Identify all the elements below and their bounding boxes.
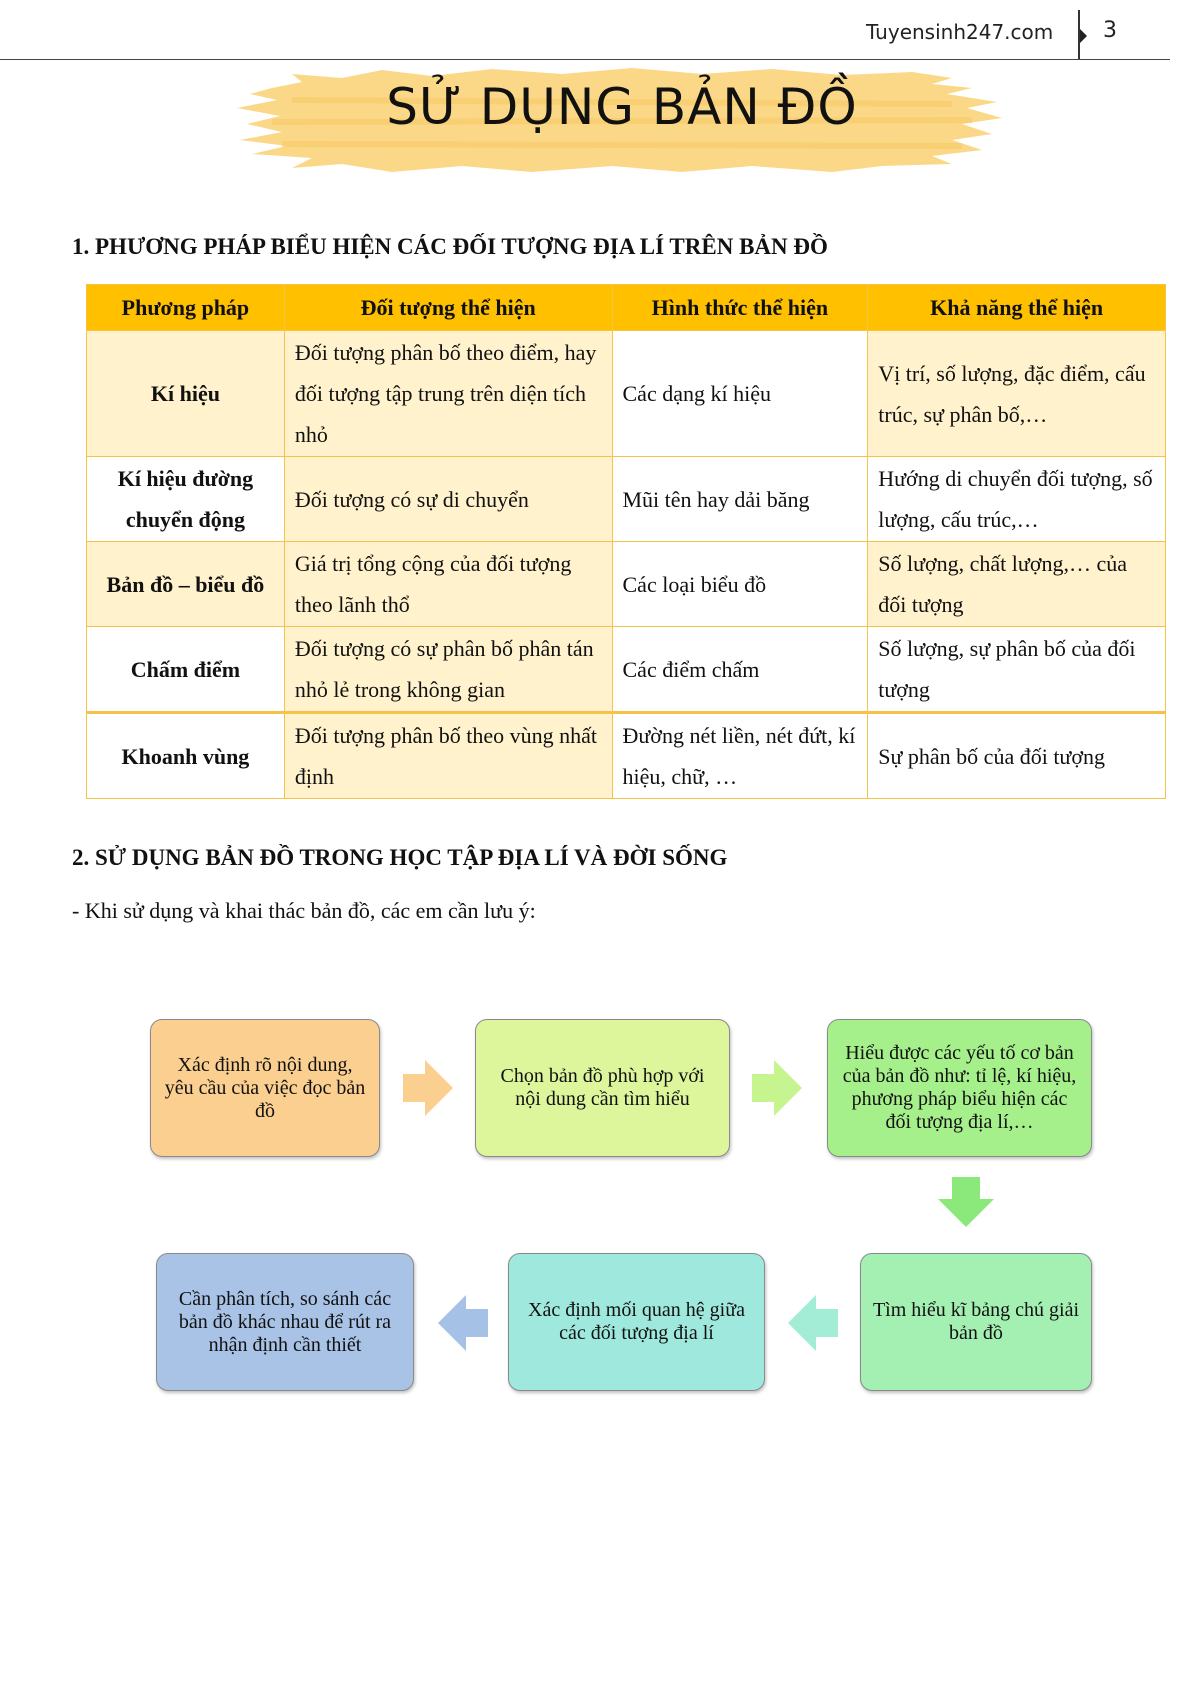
object-cell: Đối tượng phân bố theo điểm, hay đối tượng tập trung trên diện tích nhỏ bbox=[284, 331, 612, 457]
page-title: SỬ DỤNG BẢN ĐỒ bbox=[386, 78, 858, 136]
column-header: Khả năng thể hiện bbox=[868, 285, 1166, 331]
ability-cell: Số lượng, sự phân bố của đối tượng bbox=[868, 627, 1166, 713]
object-cell: Đối tượng có sự di chuyển bbox=[284, 457, 612, 542]
arrow-down-icon bbox=[938, 1177, 994, 1227]
method-cell: Kí hiệu đường chuyển động bbox=[87, 457, 285, 542]
methods-table bbox=[86, 284, 1166, 799]
site-name: Tuyensinh247.com bbox=[866, 20, 1054, 44]
column-header: Hình thức thể hiện bbox=[612, 285, 868, 331]
table-row bbox=[87, 331, 1166, 457]
page-number: 3 bbox=[1103, 18, 1117, 43]
arrow-right-icon bbox=[752, 1060, 802, 1116]
ability-cell: Vị trí, số lượng, đặc điểm, cấu trúc, sự phân bố,… bbox=[868, 331, 1166, 457]
form-cell: Đường nét liền, nét đứt, kí hiệu, chữ, … bbox=[612, 713, 868, 799]
form-cell: Các dạng kí hiệu bbox=[612, 331, 868, 457]
arrow-left-icon bbox=[438, 1295, 488, 1351]
table-row bbox=[87, 627, 1166, 713]
column-header: Đối tượng thể hiện bbox=[284, 285, 612, 331]
ability-cell: Sự phân bố của đối tượng bbox=[868, 713, 1166, 799]
column-header: Phương pháp bbox=[87, 285, 285, 331]
method-cell: Chấm điểm bbox=[87, 627, 285, 713]
form-cell: Các loại biểu đồ bbox=[612, 542, 868, 627]
object-cell: Đối tượng phân bố theo vùng nhất định bbox=[284, 713, 612, 799]
ability-cell: Số lượng, chất lượng,… của đối tượng bbox=[868, 542, 1166, 627]
table-header-row bbox=[87, 285, 1166, 331]
method-cell: Bản đồ – biểu đồ bbox=[87, 542, 285, 627]
section2-note: - Khi sử dụng và khai thác bản đồ, các em cần lưu ý: bbox=[72, 898, 536, 923]
form-cell: Các điểm chấm bbox=[612, 627, 868, 713]
method-cell: Kí hiệu bbox=[87, 331, 285, 457]
flow-step-1: Xác định rõ nội dung, yêu cầu của việc đọc bản đồ bbox=[150, 1019, 380, 1157]
flow-step-6: Cần phân tích, so sánh các bản đồ khác nhau để rút ra nhận định cần thiết bbox=[156, 1253, 414, 1391]
arrow-left-icon bbox=[788, 1295, 838, 1351]
object-cell: Giá trị tổng cộng của đối tượng theo lãnh thổ bbox=[284, 542, 612, 627]
table-row bbox=[87, 713, 1166, 799]
triangle-icon bbox=[1080, 29, 1087, 43]
table-row bbox=[87, 542, 1166, 627]
section1-heading: 1. PHƯƠNG PHÁP BIỂU HIỆN CÁC ĐỐI TƯỢNG ĐỊA LÍ TRÊN BẢN ĐỒ bbox=[72, 234, 828, 259]
arrow-right-icon bbox=[403, 1060, 453, 1116]
ability-cell: Hướng di chuyển đối tượng, số lượng, cấu trúc,… bbox=[868, 457, 1166, 542]
flow-step-2: Chọn bản đồ phù hợp với nội dung cần tìm hiểu bbox=[475, 1019, 730, 1157]
form-cell: Mũi tên hay dải băng bbox=[612, 457, 868, 542]
flow-step-5: Xác định mối quan hệ giữa các đối tượng địa lí bbox=[508, 1253, 765, 1391]
section2-heading: 2. SỬ DỤNG BẢN ĐỒ TRONG HỌC TẬP ĐỊA LÍ VÀ ĐỜI SỐNG bbox=[72, 845, 728, 870]
method-cell: Khoanh vùng bbox=[87, 713, 285, 799]
title-banner bbox=[232, 60, 1012, 180]
object-cell: Đối tượng có sự phân bố phân tán nhỏ lẻ trong không gian bbox=[284, 627, 612, 713]
table-row bbox=[87, 457, 1166, 542]
flow-step-4: Tìm hiểu kĩ bảng chú giải bản đồ bbox=[860, 1253, 1092, 1391]
flow-step-3: Hiểu được các yếu tố cơ bản của bản đồ như: tỉ lệ, kí hiệu, phương pháp biểu hiện các đối tượng địa lí,… bbox=[827, 1019, 1092, 1157]
